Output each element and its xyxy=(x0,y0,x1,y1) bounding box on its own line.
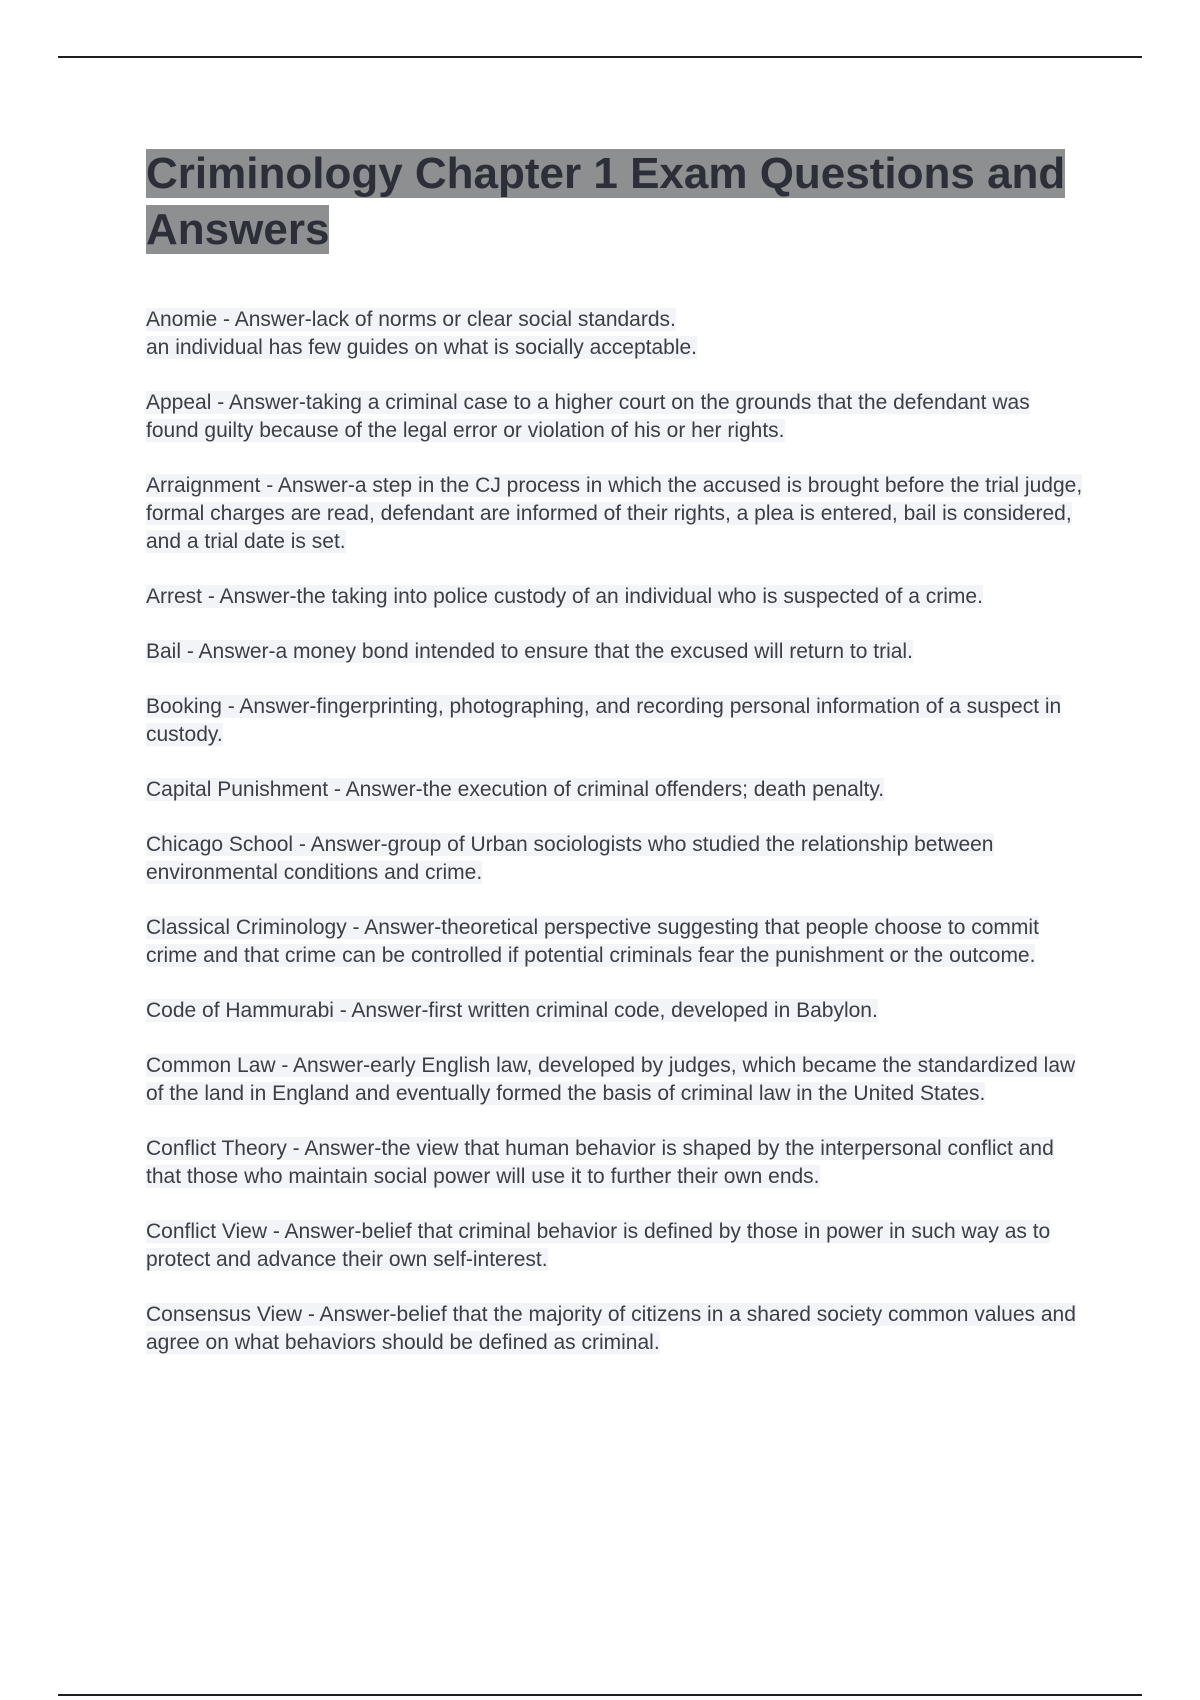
entry-consensus-view xyxy=(146,1301,1086,1357)
entry-arrest xyxy=(146,583,1086,611)
entry-chicago-school xyxy=(146,831,1086,887)
entry-code-of-hammurabi xyxy=(146,997,1086,1025)
entry-text: Appeal - Answer-taking a criminal case to a higher court on the grounds that the defendant was found guilty because of the legal error or violation of his or her rights. xyxy=(146,391,1030,442)
entry-text: Booking - Answer-fingerprinting, photographing, and recording personal information of a suspect in custody. xyxy=(146,695,1062,746)
entry-list xyxy=(146,306,1086,1357)
footer-rule xyxy=(58,1694,1142,1696)
entry-bail xyxy=(146,638,1086,666)
entry-text: Capital Punishment - Answer-the execution of criminal offenders; death penalty. xyxy=(146,778,885,801)
entry-common-law xyxy=(146,1052,1086,1108)
entry-conflict-view xyxy=(146,1218,1086,1274)
entry-text: Conflict Theory - Answer-the view that human behavior is shaped by the interpersonal conflict and that those who maintain social power will use it to further their own ends. xyxy=(146,1137,1054,1188)
entry-text: Conflict View - Answer-belief that criminal behavior is defined by those in power in such way as to protect and advance their own self-interest. xyxy=(146,1220,1051,1271)
entry-text: Arraignment - Answer-a step in the CJ process in which the accused is brought before the trial judge, formal charges are read, defendant are informed of their rights, a plea is entered, bail is considered, and a trial date is set. xyxy=(146,474,1083,553)
entry-classical-criminology xyxy=(146,914,1086,970)
entry-text: Chicago School - Answer-group of Urban sociologists who studied the relationship between environmental conditions and crime. xyxy=(146,833,994,884)
entry-text: Bail - Answer-a money bond intended to ensure that the excused will return to trial. xyxy=(146,640,913,663)
entry-booking xyxy=(146,693,1086,749)
document-body xyxy=(146,146,1086,1384)
entry-text: Arrest - Answer-the taking into police custody of an individual who is suspected of a crime. xyxy=(146,585,983,608)
entry-conflict-theory xyxy=(146,1135,1086,1191)
entry-appeal xyxy=(146,389,1086,445)
entry-text: Anomie - Answer-lack of norms or clear social standards. an individual has few guides on what is socially acceptable. xyxy=(146,308,697,359)
entry-capital-punishment xyxy=(146,776,1086,804)
document-title: Criminology Chapter 1 Exam Questions and Answers xyxy=(146,149,1066,254)
header-rule xyxy=(58,56,1142,58)
entry-arraignment xyxy=(146,472,1086,556)
entry-text: Consensus View - Answer-belief that the majority of citizens in a shared society common values and agree on what behaviors should be defined as criminal. xyxy=(146,1303,1076,1354)
entry-text: Common Law - Answer-early English law, developed by judges, which became the standardized law of the land in England and eventually formed the basis of criminal law in the United States. xyxy=(146,1054,1076,1105)
entry-text: Code of Hammurabi - Answer-first written criminal code, developed in Babylon. xyxy=(146,999,878,1022)
entry-text: Classical Criminology - Answer-theoretical perspective suggesting that people choose to commit crime and that crime can be controlled if potential criminals fear the punishment or the outcome. xyxy=(146,916,1039,967)
entry-anomie xyxy=(146,306,1086,362)
